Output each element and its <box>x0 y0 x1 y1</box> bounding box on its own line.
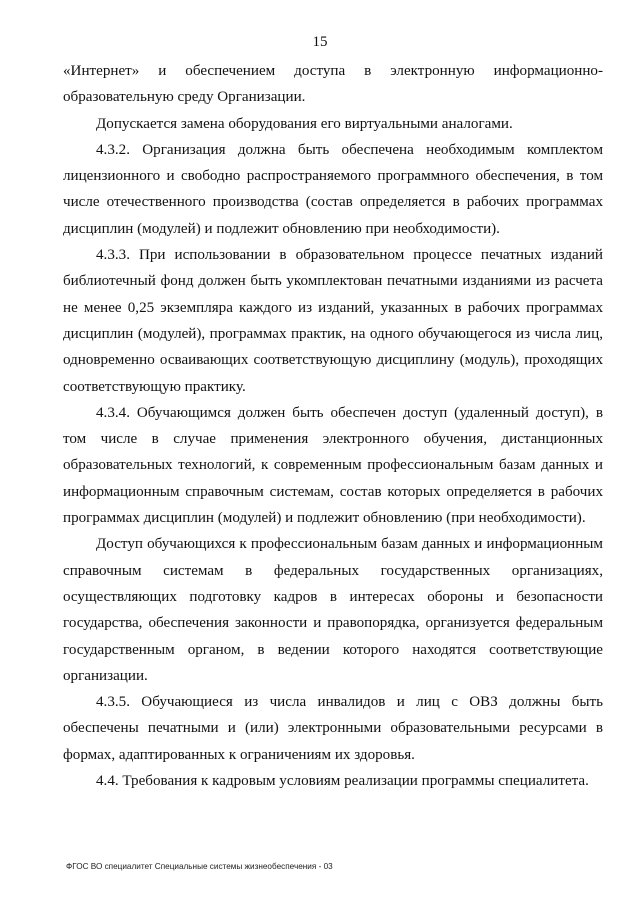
paragraph-4-3-2: 4.3.2. Организация должна быть обеспечена необходимым комплектом лицензионного и свободно распространяемого программного обеспечения, в том числе отечественного производства (состав определяется в рабочих программах дисциплин (модулей) и подлежит обновлению при необходимости). <box>63 141 603 237</box>
page-number: 15 <box>312 34 328 50</box>
paragraph-4-4-heading: 4.4. Требования к кадровым условиям реализации программы специалитета. <box>96 773 589 790</box>
document-body <box>63 58 603 794</box>
paragraph-database-access: Доступ обучающихся к профессиональным базам данных и информационным справочным системам в федеральных государственных организациях, осуществляющих подготовку кадров в интересах обороны и безопасности государства, обеспечения законности и правопорядка, организуется федеральным государственным органом, в ведении которого находятся соответствующие организации. <box>63 536 603 684</box>
document-footer: ФГОС ВО специалитет Специальные системы жизнеобеспечения - 03 <box>66 862 333 871</box>
paragraph-virtual-analogs: Допускается замена оборудования его виртуальными аналогами. <box>96 115 513 132</box>
paragraph-internet-access: «Интернет» и обеспечением доступа в электронную информационно-образовательную среду Организации. <box>63 63 603 106</box>
paragraph-4-3-3: 4.3.3. При использовании в образовательном процессе печатных изданий библиотечный фонд должен быть укомплектован печатными изданиями из расчета не менее 0,25 экземпляра каждого из изданий, указанных в рабочих программах дисциплин (модулей), программах практик, на одного обучающегося из числа лиц, одновременно осваивающих соответствующую дисциплину (модуль), проходящих соответствующую практику. <box>63 247 603 395</box>
paragraph-4-3-4: 4.3.4. Обучающимся должен быть обеспечен доступ (удаленный доступ), в том числе в случае применения электронного обучения, дистанционных образовательных технологий, к современным профессиональным базам данных и информационным справочным системам, состав которых определяется в рабочих программах дисциплин (модулей) и подлежит обновлению (при необходимости). <box>63 404 603 527</box>
paragraph-4-3-5: 4.3.5. Обучающиеся из числа инвалидов и лиц с ОВЗ должны быть обеспечены печатными и (или) электронными образовательными ресурсами в формах, адаптированных к ограничениям их здоровья. <box>63 694 603 763</box>
